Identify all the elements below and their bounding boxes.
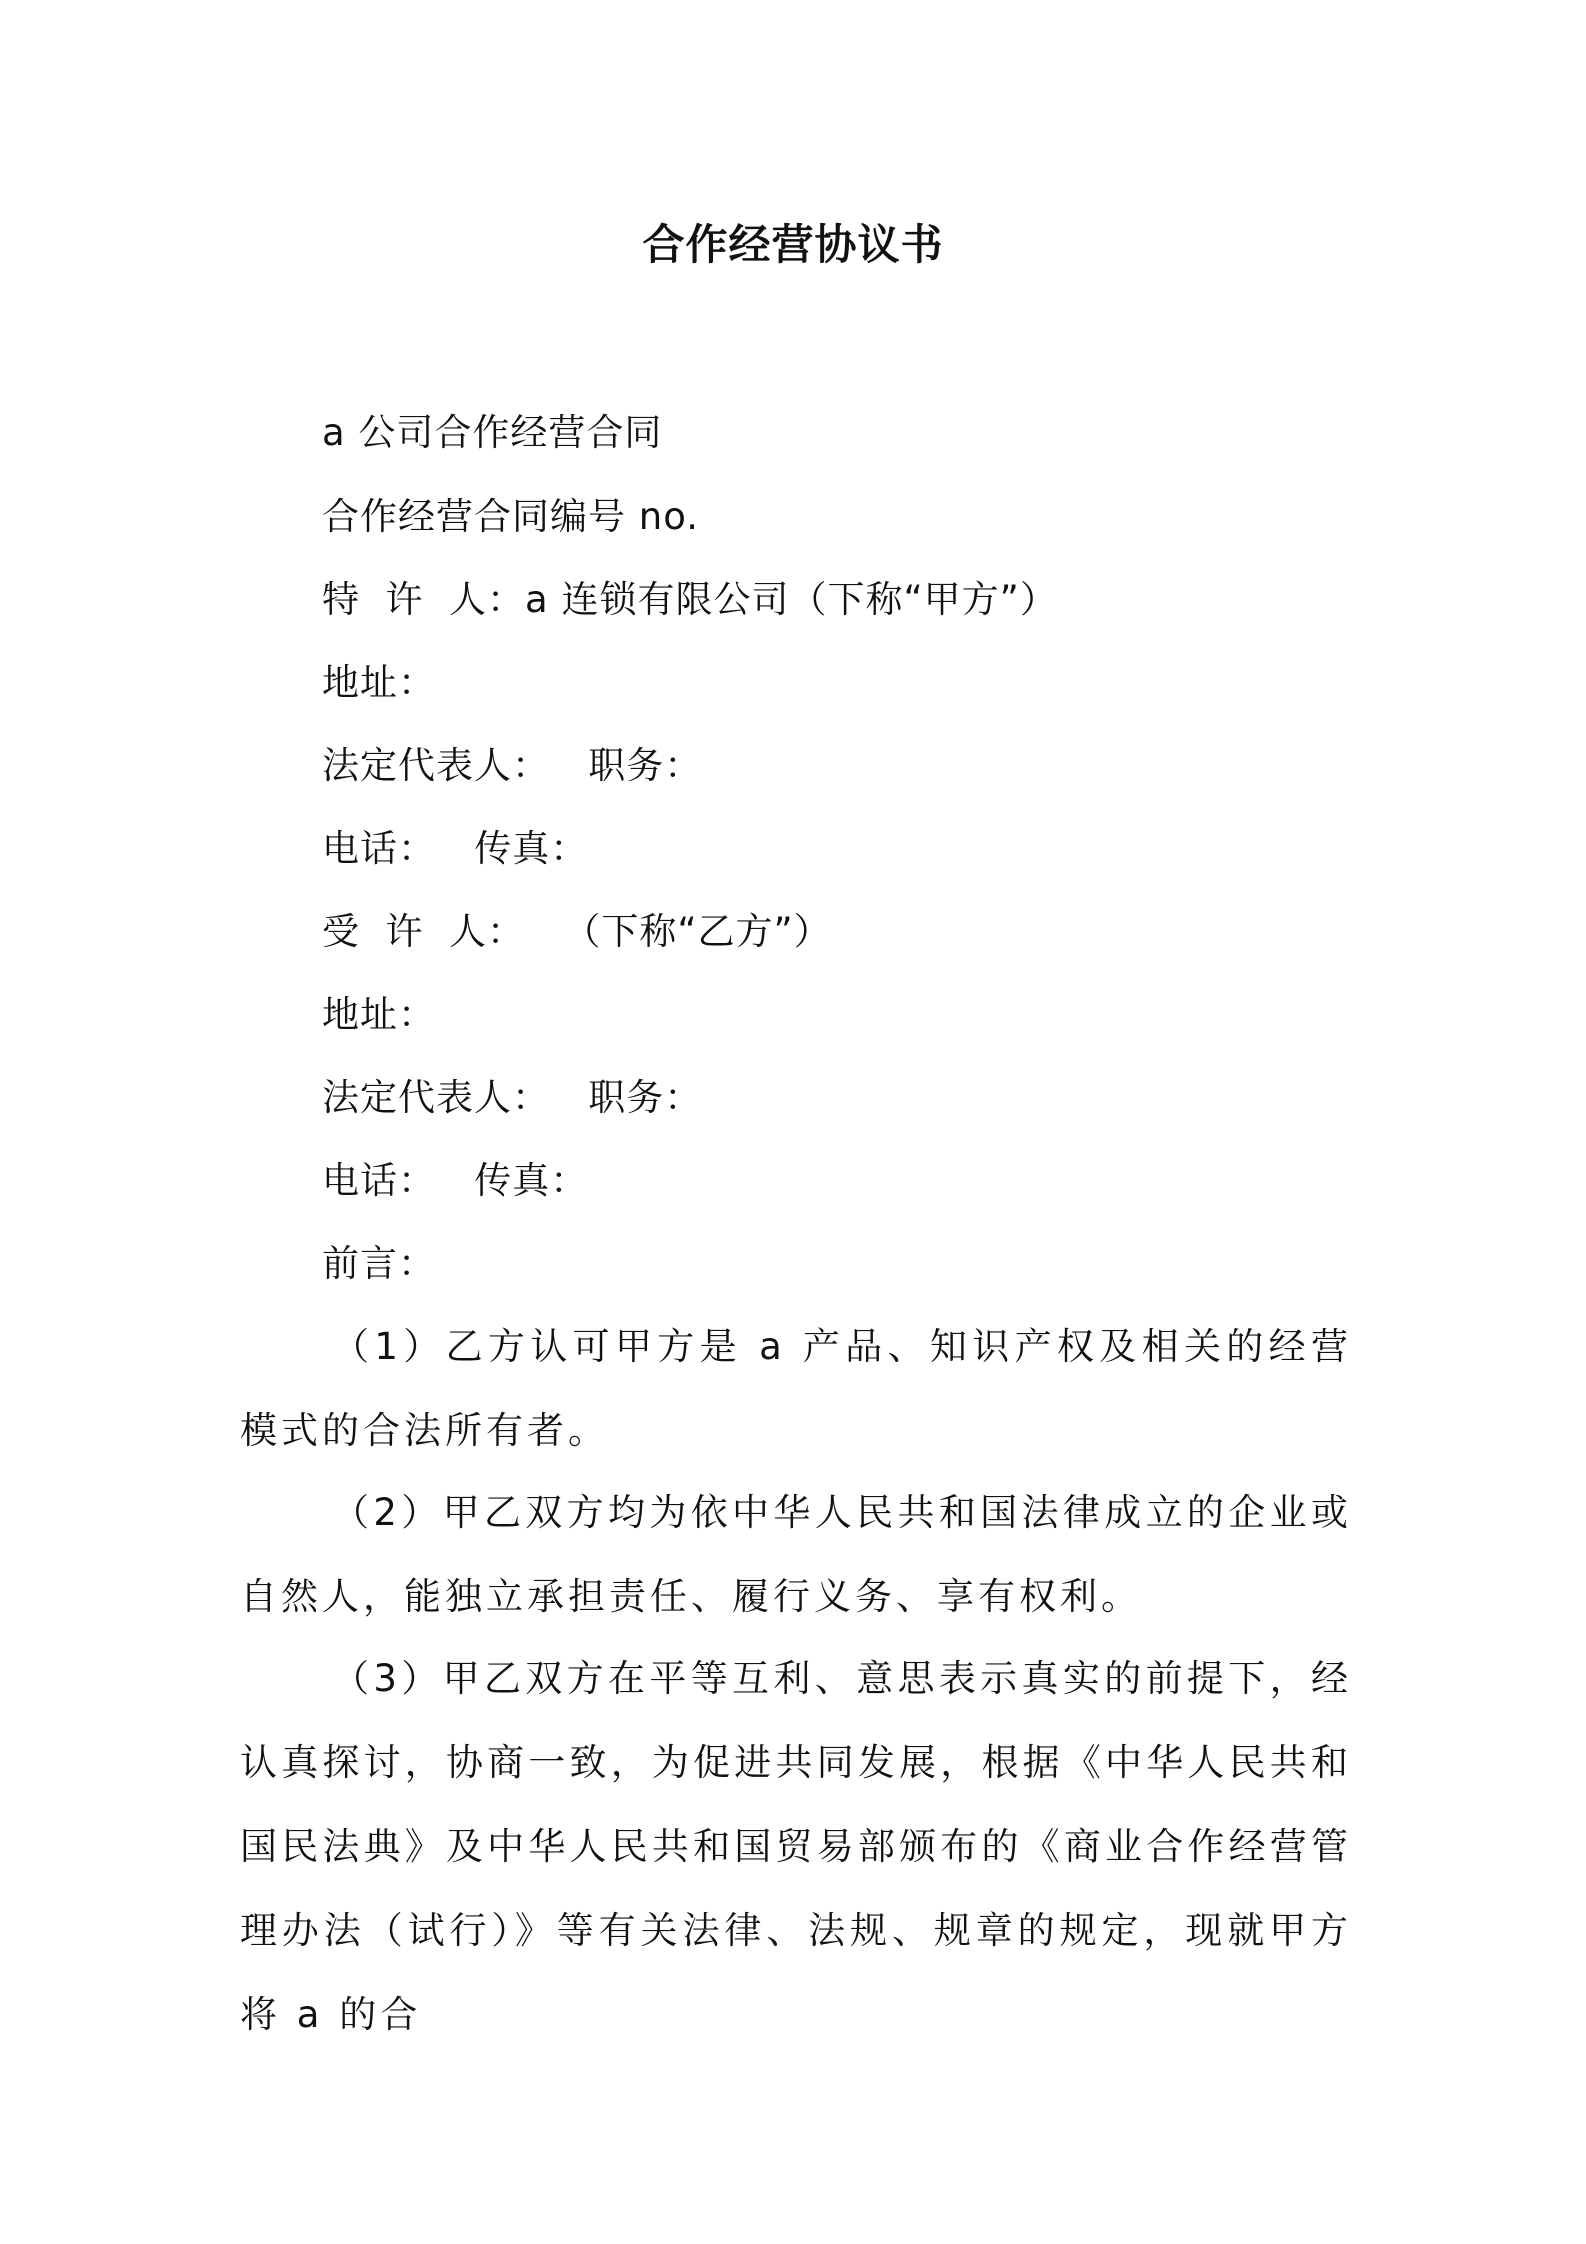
contract-name-line: a 公司合作经营合同 xyxy=(322,411,663,454)
franchisee-representative-line: 法定代表人： 职务： xyxy=(322,1076,703,1119)
franchisor-line: 特 许 人：a 连锁有限公司（下称“甲方”） xyxy=(322,578,1058,621)
franchisor-phone-line: 电话： 传真： xyxy=(322,827,589,870)
preface-paragraph-3: （3）甲乙双方在平等互利、意思表示真实的前提下，经认真探讨，协商一致，为促进共同发展，根据《中华人民共和国民法典》及中华人民共和国贸易部颁布的《商业合作经营管理办法（试行）》等有关法律、法规、规章的规定，现就甲方将 a 的合 xyxy=(240,1657,1352,2036)
preface-heading: 前言： xyxy=(322,1242,436,1285)
document-title: 合作经营协议书 xyxy=(642,220,944,269)
preface-paragraph-1: （1）乙方认可甲方是 a 产品、知识产权及相关的经营模式的合法所有者。 xyxy=(240,1325,1352,1452)
franchisee-phone-line: 电话： 传真： xyxy=(322,1159,589,1202)
franchisor-address-line: 地址： xyxy=(322,661,436,704)
franchisee-line: 受 许 人： （下称“乙方”） xyxy=(322,910,832,953)
preface-paragraph-2: （2）甲乙双方均为依中华人民共和国法律成立的企业或自然人，能独立承担责任、履行义务、享有权利。 xyxy=(240,1491,1352,1618)
franchisor-representative-line: 法定代表人： 职务： xyxy=(322,744,703,787)
franchisee-address-line: 地址： xyxy=(322,993,436,1036)
contract-number-line: 合作经营合同编号 no. xyxy=(322,495,699,538)
